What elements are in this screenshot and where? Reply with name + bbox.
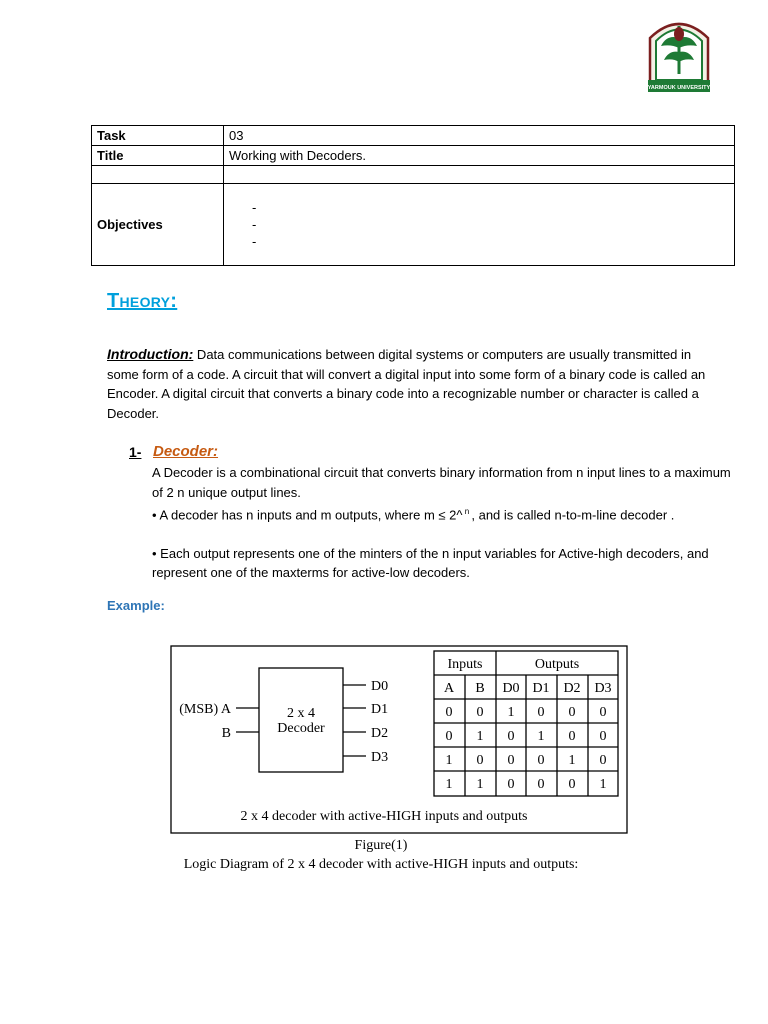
tt-header-cell: D1 — [532, 681, 550, 696]
para2-superscript: n — [462, 507, 472, 516]
empty-cell — [92, 166, 224, 184]
theory-heading: Theory: — [107, 290, 178, 312]
decoder-para-1: A Decoder is a combinational circuit that converts binary information from n input lines to a maximum of 2 n unique output lines. — [152, 465, 731, 500]
tt-value-cell: 1 — [537, 729, 545, 744]
tt-header-cell: B — [475, 681, 485, 696]
tt-value-cell: 0 — [445, 729, 453, 744]
tt-value-cell: 0 — [599, 729, 607, 744]
tt-value-cell: 0 — [537, 777, 545, 792]
tt-value-cell: 0 — [507, 753, 515, 768]
tt-value-cell: 0 — [568, 729, 576, 744]
university-logo — [644, 14, 714, 94]
tt-header-cell: D0 — [502, 681, 520, 696]
tt-value-cell: 1 — [599, 777, 607, 792]
introduction-text: Data communications between digital systems or computers are usually transmitted in some form of a code. A circuit that will convert a digital input into some form of a binary code is called an Encoder. A digital circuit that converts a binary code into a recognizable number or character is called a Decoder. — [107, 347, 706, 421]
objectives-label: Objectives — [92, 184, 224, 266]
tt-value-cell: 0 — [599, 753, 607, 768]
decoder-para-2 — [152, 502, 737, 525]
figure-caption: Logic Diagram of 2 x 4 decoder with active-HIGH inputs and outputs: — [183, 857, 579, 872]
example-label: Example: — [107, 598, 165, 613]
introduction-label: Introduction: — [107, 346, 194, 362]
tt-value-cell: 1 — [476, 777, 484, 792]
tt-value-cell: 0 — [476, 705, 484, 720]
output-d3-label: D3 — [371, 750, 389, 765]
title-value: Working with Decoders. — [224, 146, 735, 166]
empty-cell — [224, 166, 735, 184]
input-b-label: B — [221, 726, 231, 741]
inner-caption: 2 x 4 decoder with active-HIGH inputs and outputs — [240, 809, 528, 824]
objective-item: - — [252, 200, 257, 215]
para2-prefix: • A decoder has n inputs and m outputs, where m ≤ 2^ — [152, 507, 463, 523]
tt-value-cell: 0 — [537, 753, 545, 768]
objective-item: - — [252, 217, 257, 232]
output-d1-label: D1 — [371, 702, 389, 717]
figure-label: Figure(1) — [354, 838, 408, 853]
tt-value-cell: 0 — [476, 753, 484, 768]
tt-value-cell: 0 — [599, 705, 607, 720]
output-d2-label: D2 — [371, 726, 389, 741]
output-d0-label: D0 — [371, 679, 389, 694]
tt-value-cell: 1 — [507, 705, 515, 720]
block-label-2: Decoder — [277, 721, 325, 736]
block-label-1: 2 x 4 — [287, 706, 315, 721]
decoder-para-3: • Each output represents one of the minters of the n input variables for Active-high decoders, and represent one of the maxterms for active-low decoders. — [152, 545, 709, 581]
section-title: Decoder: — [153, 443, 219, 460]
title-label: Title — [92, 146, 224, 166]
input-a-label: (MSB) A — [179, 702, 231, 717]
tt-value-cell: 0 — [507, 777, 515, 792]
tt-value-cell: 0 — [445, 705, 453, 720]
tt-value-cell: 0 — [537, 705, 545, 720]
tt-value-cell: 1 — [445, 777, 453, 792]
logo-text: YARMOUK UNIVERSITY — [647, 85, 711, 91]
para2-suffix: , and is called n-to-m-line decoder . — [471, 507, 675, 523]
tt-value-cell: 0 — [568, 705, 576, 720]
task-info-table — [91, 125, 735, 266]
decoder-description — [152, 463, 737, 583]
section-number: 1- — [129, 444, 142, 460]
objectives-list — [224, 184, 735, 266]
tt-value-cell: 0 — [507, 729, 515, 744]
task-label: Task — [92, 126, 224, 146]
tt-header-cell: D3 — [594, 681, 612, 696]
figure-frame — [171, 646, 627, 833]
tt-header-cell: D2 — [563, 681, 581, 696]
task-value: 03 — [224, 126, 735, 146]
tt-header-cell: A — [443, 681, 455, 696]
objective-item: - — [252, 234, 257, 249]
tt-value-cell: 1 — [445, 753, 453, 768]
decoder-block — [259, 668, 343, 772]
tt-group-inputs: Inputs — [447, 657, 483, 672]
tt-group-outputs: Outputs — [534, 657, 580, 672]
tt-value-cell: 1 — [568, 753, 576, 768]
truth-table-cells — [444, 681, 612, 792]
tt-value-cell: 0 — [568, 777, 576, 792]
tt-value-cell: 1 — [476, 729, 484, 744]
truth-table-grid — [434, 651, 618, 796]
introduction-paragraph — [107, 345, 717, 423]
